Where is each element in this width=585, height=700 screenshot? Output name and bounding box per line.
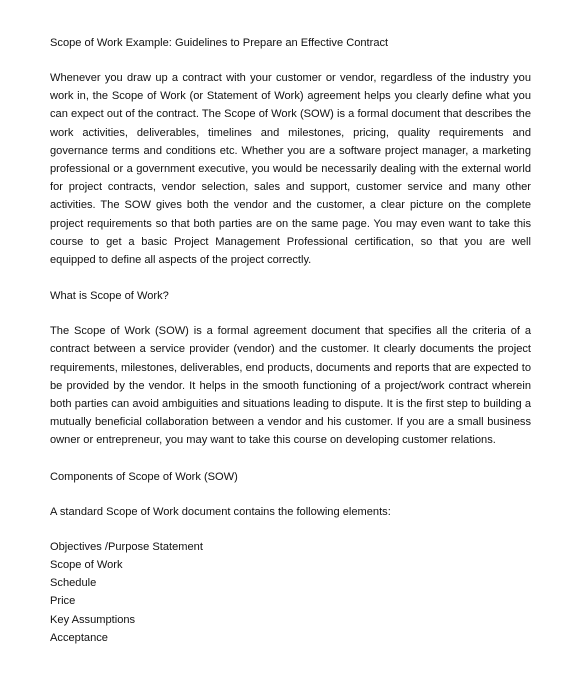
section-heading-what-is-sow: What is Scope of Work? — [50, 290, 169, 303]
list-item: Schedule — [50, 577, 97, 590]
list-item: Acceptance — [50, 631, 108, 644]
intro-paragraph: Whenever you draw up a contract with your customer or vendor, regardless of the industry you work in, the Scope of Work (or Statement of Work) agreement helps you clearly define what you can expect out of the contract. The Scope of Work (SOW) is a formal document that describes the work activities, deliverables, timelines and milestones, pricing, quality requirements and governance terms and conditions etc. Whether you are a software project manager, a marketing professional or a government executive, you would be necessarily dealing with the external world for project contracts, vendor selection, sales and support, customer service and many other activities. The SOW gives both the vendor and the customer, a clear picture on the complete project requirements so that both parties are on the same page. You may even want to take this course to get a basic Project Management Professional certification, so that you are well equipped to define all aspects of the project correctly. — [50, 72, 531, 267]
list-item: Price — [50, 595, 76, 608]
components-intro-text: A standard Scope of Work document contains the following elements: — [50, 505, 391, 518]
sow-definition-paragraph: The Scope of Work (SOW) is a formal agreement document that specifies all the criteria of a contract between a service provider (vendor) and the customer. It clearly documents the project requirements, milestones, deliverables, end products, documents and reports that are expected to be provided by the vendor. It helps in the smooth functioning of a project/work contract wherein both parties can avoid ambiguities and situations leading to dispute. It is the first step to building a mutually beneficial collaboration between a vendor and his customer. If you are a small business owner or entrepreneur, you may want to take this course on developing customer relations. — [50, 325, 531, 447]
sow-elements-list — [50, 538, 531, 647]
list-item: Objectives /Purpose Statement — [50, 540, 203, 553]
document-title: Scope of Work Example: Guidelines to Prepare an Effective Contract — [50, 37, 389, 49]
section-heading-components: Components of Scope of Work (SOW) — [50, 470, 238, 483]
list-item: Scope of Work — [50, 559, 123, 572]
list-item: Key Assumptions — [50, 613, 136, 626]
